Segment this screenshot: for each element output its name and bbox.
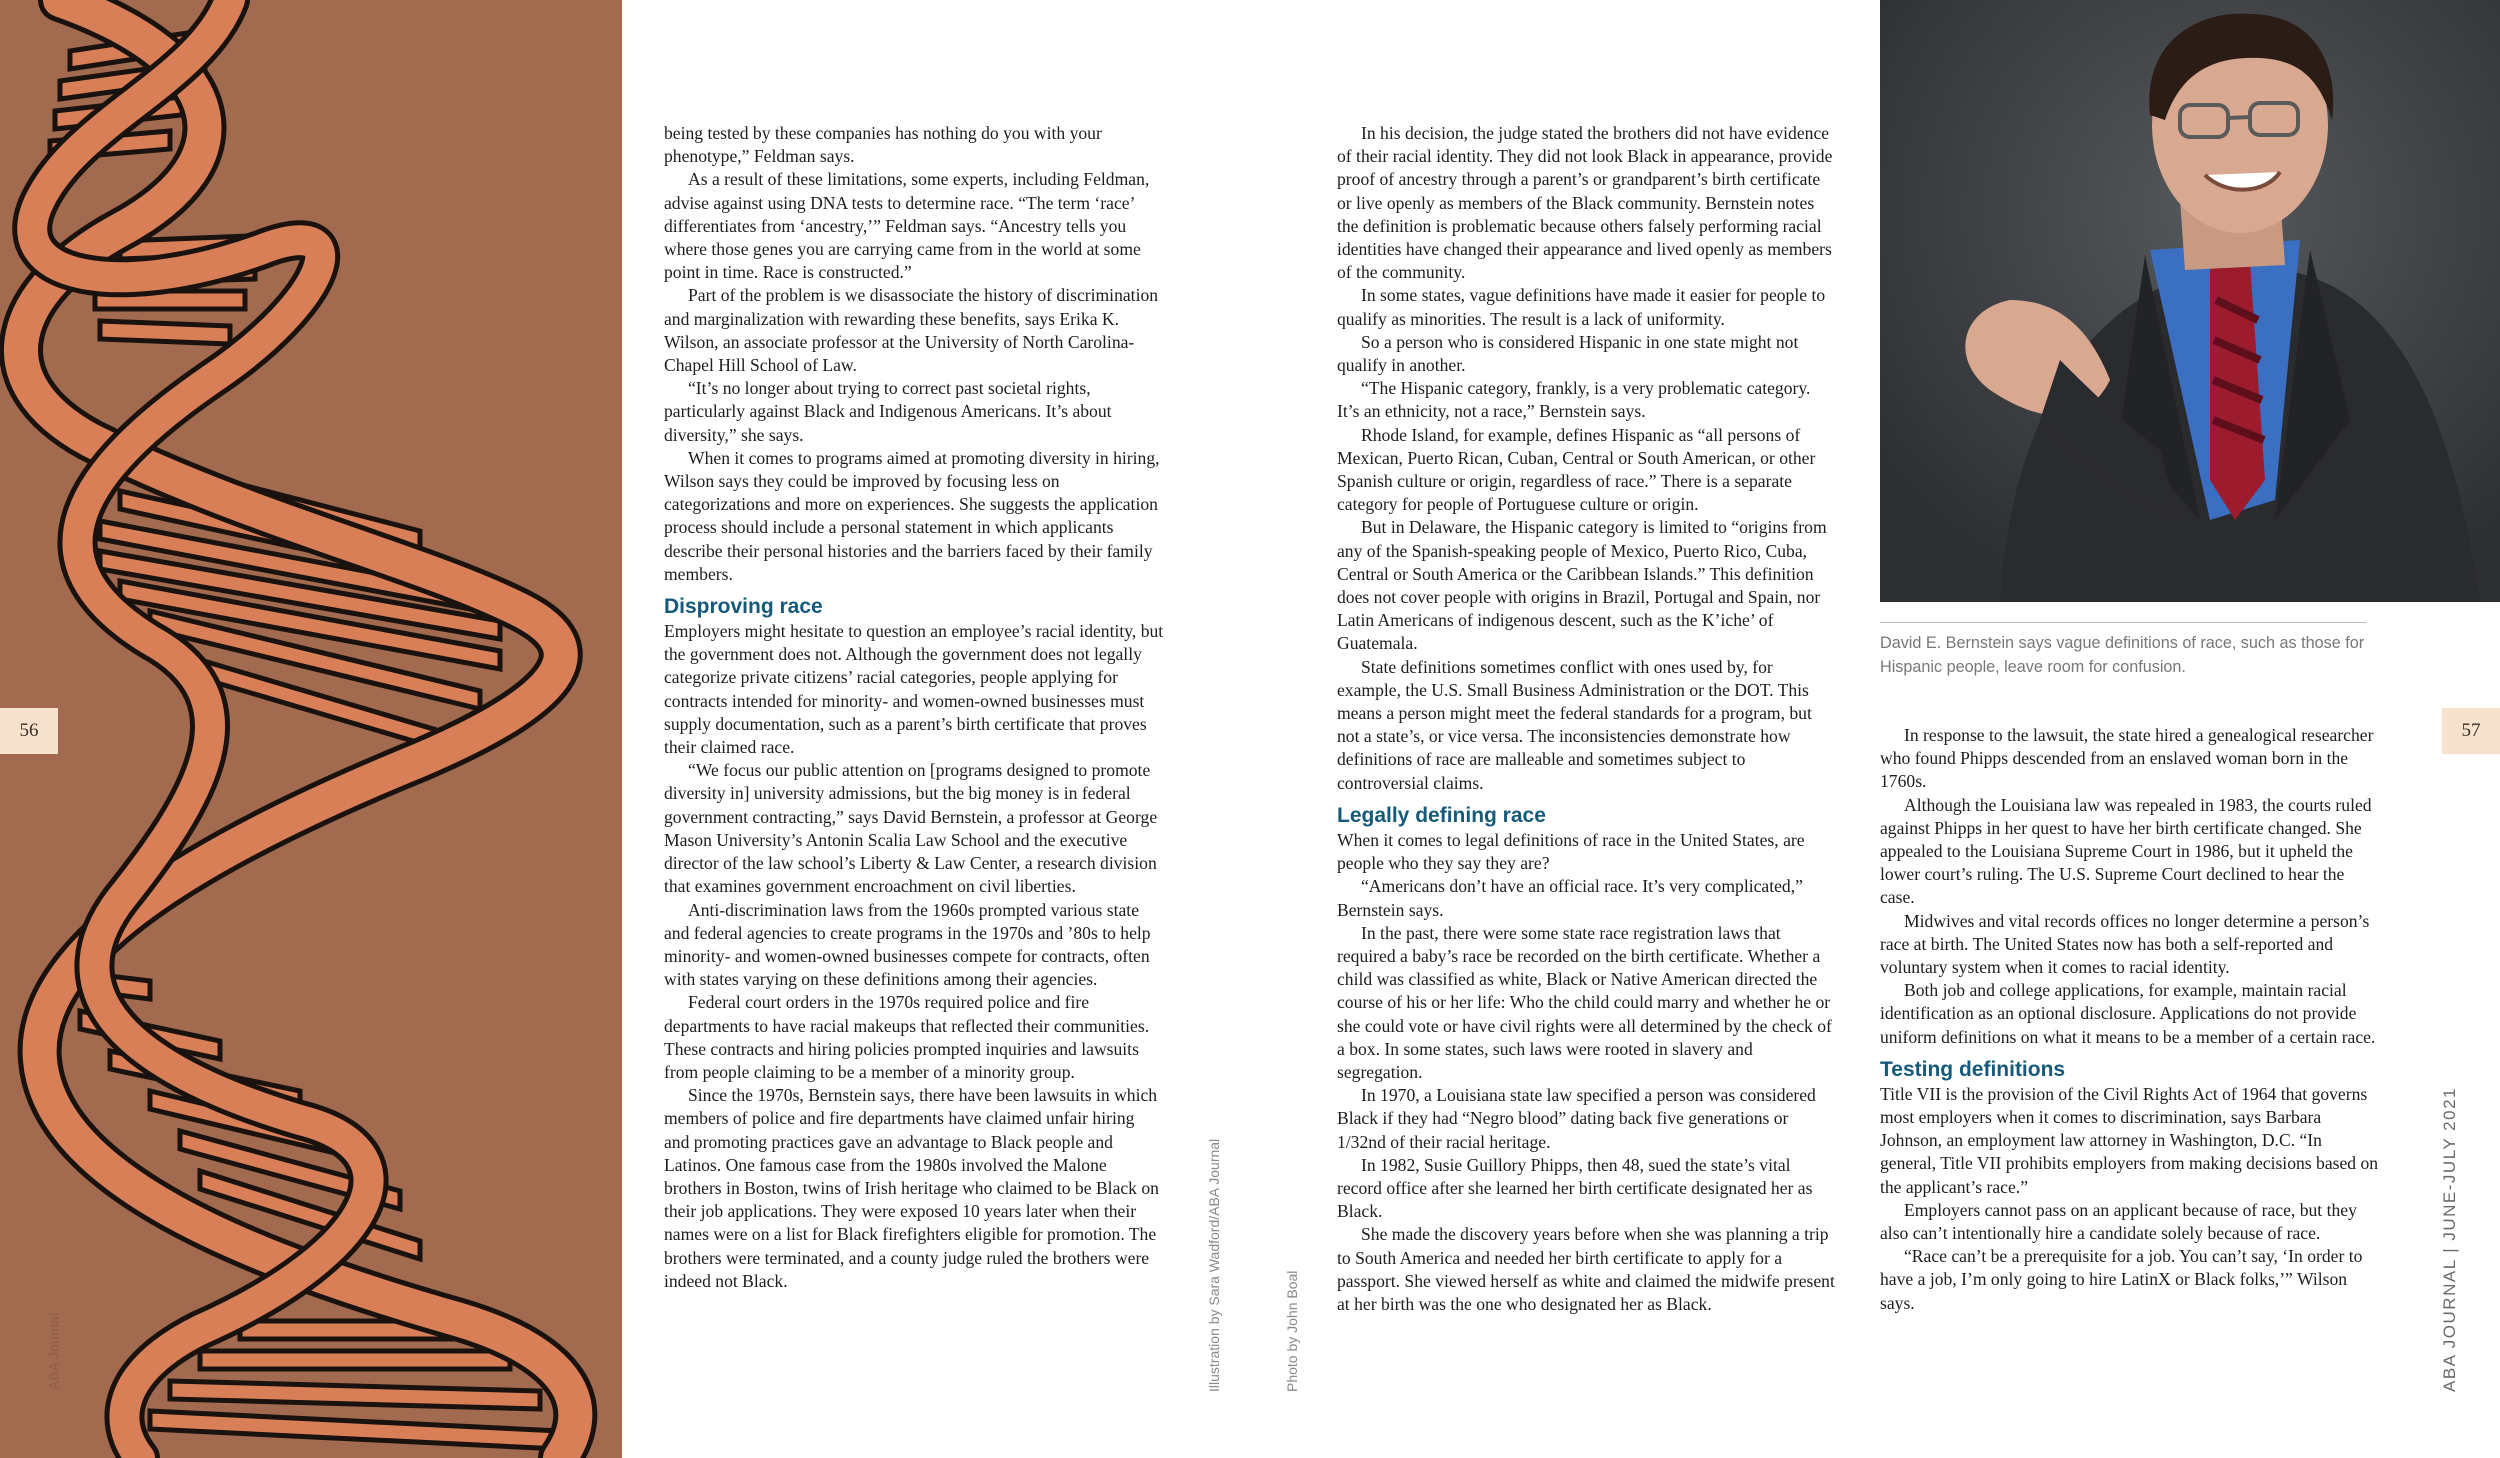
photo-caption: David E. Bernstein says vague definitions of race, such as those for Hispanic people, leave room for confusion. — [1880, 622, 2366, 679]
body-paragraph: In 1982, Susie Guillory Phipps, then 48, sued the state’s vital record office after she learned her birth certificate designated her as Black. — [1337, 1154, 1813, 1222]
body-paragraph: Federal court orders in the 1970s required police and fire departments to have racial makeups that reflected their communities. These contracts and hiring policies prompted inquiries and lawsuits from people claiming to be a member of a minority group. — [664, 992, 1150, 1082]
body-paragraph: “The Hispanic category, frankly, is a very problematic category. It’s an ethnicity, not a race,” Bernstein says. — [1337, 378, 1811, 422]
body-paragraph: “Race can’t be a prerequisite for a job. You can’t say, ‘In order to have a job, I’m only going to hire LatinX or Black folks,’” Wilson says. — [1880, 1246, 2363, 1313]
page-number-right: 57 — [2442, 708, 2500, 754]
body-paragraph: When it comes to legal definitions of race in the United States, are people who they say they are? — [1337, 829, 1805, 874]
body-paragraph: Since the 1970s, Bernstein says, there have been lawsuits in which members of police and fire departments have claimed unfair hiring and promoting practices gave an advantage to Black people and Latinos. One famous case from the 1980s involved the Malone brothers in Boston, twins of Irish heritage who claimed to be Black on their job applications. They were exposed 10 years later when their names were on a list for Black firefighters eligible for promotion. The brothers were terminated, and a county judge ruled the brothers were indeed not Black. — [664, 1085, 1159, 1291]
dna-helix-icon — [0, 0, 622, 1458]
body-paragraph: Rhode Island, for example, defines Hispanic as “all persons of Mexican, Puerto Rican, Cuban, Central or South American, or other Spanish culture or origin, regardless of race.” There is a separate category for people of Portuguese culture or origin. — [1337, 424, 1816, 515]
body-paragraph: In response to the lawsuit, the state hired a genealogical researcher who found Phipps descended from an enslaved woman born in the 1760s. — [1880, 725, 2374, 792]
body-paragraph: Part of the problem is we disassociate the history of discrimination and marginalization with rewarding these benefits, says Erika K. Wilson, an associate professor at the University of North Carolina-Chapel Hill School of Law. — [664, 285, 1159, 376]
body-paragraph: In some states, vague definitions have made it easier for people to qualify as minorities. The result is a lack of uniformity. — [1337, 285, 1826, 329]
body-paragraph: In 1970, a Louisiana state law specified a person was considered Black if they had “Negro blood” dating back five generations or 1/32nd of their racial heritage. — [1337, 1085, 1816, 1152]
body-paragraph: being tested by these companies has nothing do you with your phenotype,” Feldman says. — [664, 123, 1102, 167]
body-paragraph: In his decision, the judge stated the brothers did not have evidence of their racial identity. They did not look Black in appearance, provide proof of ancestry through a parent’s or grandparent’s birth certificate or live openly as members of the Black community. Bernstein notes the definition is problematic because others falsely performing racial identities have changed their appearance and lived openly as members of the community. — [1337, 123, 1833, 283]
body-paragraph: Although the Louisiana law was repealed in 1983, the courts ruled against Phipps in her quest to have her birth certificate changed. She appealed to the Louisiana Supreme Court in 1986, but it upheld the lower court’s ruling. The U.S. Supreme Court declined to hear the case. — [1880, 794, 2372, 908]
body-paragraph: Anti-discrimination laws from the 1960s prompted various state and federal agencies to create programs in the 1970s and ’80s to help minority- and women-owned businesses compete for contracts, often with states varying on these definitions among their agencies. — [664, 899, 1151, 990]
body-paragraph: Both job and college applications, for example, maintain racial identification as an optional disclosure. Applications do not provide uniform definitions on what it means to be a member of a certain race. — [1880, 980, 2376, 1047]
portrait-photo-icon — [1880, 0, 2500, 602]
body-paragraph: Employers might hesitate to question an employee’s racial identity, but the government does not. Although the government does not legally categorize private citizens’ racial categories, people applying for contracts intended for minority- and women-owned businesses must supply documentation, such as a parent’s birth certificate that proves their claimed race. — [664, 621, 1164, 758]
portrait-photo — [1880, 0, 2500, 602]
journal-footer: ABA JOURNAL | JUNE-JULY 2021 — [2440, 1087, 2459, 1392]
article-column-2 — [1337, 122, 1837, 1316]
section-heading: Testing definitions — [1880, 1057, 2066, 1081]
dna-rung — [150, 1411, 560, 1449]
faint-credit: ABA Journal — [46, 1312, 62, 1390]
body-paragraph: Title VII is the provision of the Civil Rights Act of 1964 that governs most employers when it comes to discrimination, says Barbara Johnson, an employment law attorney in Washington, D.C. “In general, Title VII prohibits employers from making decisions based on the applicant’s race.” — [1880, 1083, 2379, 1197]
body-paragraph: Employers cannot pass on an applicant because of race, but they also can’t intentionally hire a candidate solely because of race. — [1880, 1199, 2357, 1244]
section-heading: Disproving race — [664, 595, 823, 619]
body-paragraph: “It’s no longer about trying to correct past societal rights, particularly against Black and Indigenous Americans. It’s about diversity,” she says. — [664, 378, 1112, 445]
body-paragraph: So a person who is considered Hispanic in one state might not qualify in another. — [1337, 331, 1799, 376]
dna-rung — [100, 321, 230, 344]
body-paragraph: As a result of these limitations, some experts, including Feldman, advise against using DNA tests to determine race. “The term ‘race’ differentiates from ‘ancestry,’” Feldman says. “Ancestry tells you where those genes you are carrying came from in the world at some point in time. Race is constructed.” — [664, 169, 1150, 283]
article-column-3 — [1880, 724, 2380, 1315]
body-paragraph: State definitions sometimes conflict with ones used by, for example, the U.S. Small Business Administration or the DOT. This means a person might meet the federal standards for a program, but not a state’s, or vice versa. The inconsistencies demonstrate how definitions of race are malleable and sometimes subject to controversial claims. — [1337, 656, 1812, 793]
body-paragraph: Midwives and vital records offices no longer determine a person’s race at birth. The United States now has both a self-reported and voluntary system when it comes to racial identity. — [1880, 910, 2370, 978]
illustration-credit: Illustration by Sara Wadford/ABA Journal — [1206, 1138, 1222, 1392]
dna-rung — [170, 1381, 540, 1409]
dna-rung — [200, 1351, 510, 1369]
photo-credit: Photo by John Boal — [1284, 1270, 1300, 1392]
body-paragraph: “Americans don’t have an official race. It’s very complicated,” Bernstein says. — [1337, 876, 1803, 920]
article-column-1 — [664, 122, 1164, 1293]
body-paragraph: “We focus our public attention on [programs designed to promote diversity in] university admissions, but the big money is in federal government contracting,” says David Bernstein, a professor at George Mason University’s Antonin Scalia Law School and the executive director of the law school’s Liberty & Law Center, a research division that examines government encroachment on civil liberties. — [664, 760, 1158, 897]
section-heading: Legally defining race — [1337, 803, 1546, 827]
body-paragraph: But in Delaware, the Hispanic category is limited to “origins from any of the Spanish-speaking people of Mexico, Puerto Rico, Cuba, Central or South America or the Caribbean Islands.” This definition does not cover people with origins in Brazil, Portugal and Spain, nor Latin Americans of indigenous descent, such as the K’iche’ of Guatemala. — [1337, 517, 1827, 654]
dna-illustration — [0, 0, 622, 1458]
body-paragraph: She made the discovery years before when she was planning a trip to South America and needed her birth certificate to apply for a passport. She viewed herself as white and claimed the midwife present at her birth was the one who designated her as Black. — [1337, 1224, 1835, 1314]
page-number-left: 56 — [0, 708, 58, 754]
body-paragraph: When it comes to programs aimed at promoting diversity in hiring, Wilson says they could be improved by focusing less on categorizations and more on experiences. She suggests the application process should include a personal statement in which applicants describe their personal histories and the barriers faced by their family members. — [664, 447, 1160, 584]
body-paragraph: In the past, there were some state race registration laws that required a baby’s race be recorded on the birth certificate. Whether a child was classified as white, Black or Native American directed the course of his or her life: Who the child could marry and whether he or she could vote or have civil rights were all determined by the check of a box. In some states, such laws were rooted in slavery and segregation. — [1337, 922, 1832, 1082]
